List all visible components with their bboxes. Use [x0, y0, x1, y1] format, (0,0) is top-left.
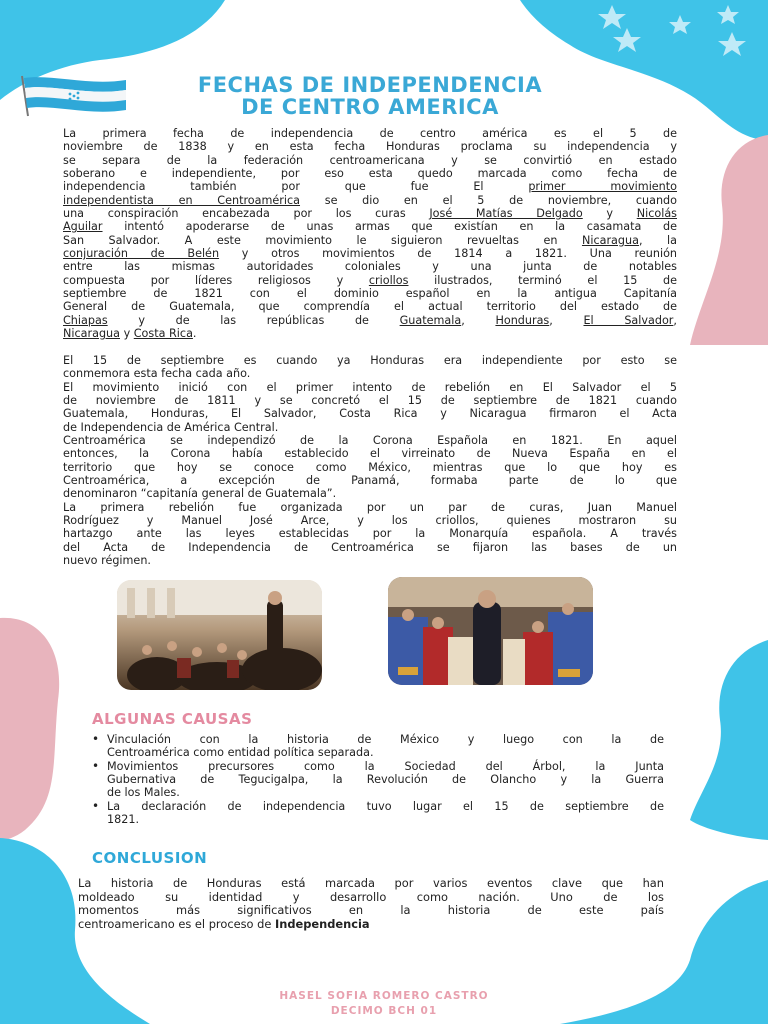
text-line: La historia de Honduras está marcada por varios eventos clave que han: [78, 876, 664, 890]
link-guatemala[interactable]: Guatemala: [399, 313, 462, 327]
title-line-2: DE CENTRO AMERICA: [241, 95, 499, 119]
text-line: hartazgo ante las leyes establecidas por la Monarquía española. A través: [63, 527, 677, 541]
conclusion-paragraph: [78, 877, 664, 931]
text-line: Chiapas y de las repúblicas de Guatemala, Honduras, El Salvador,: [63, 313, 677, 327]
text-line: conmemora esta fecha cada año.: [63, 367, 251, 381]
text-line: compuesta por líderes religiosos y criollos ilustrados, terminó el 15 de: [63, 273, 677, 287]
independence-painting-image: [117, 580, 322, 690]
text-line: Centroamérica, a excepción de Panamá, formaba parte de lo que: [63, 474, 677, 488]
text-line: independencia también por que fue El primer movimiento: [63, 180, 678, 194]
text-line: centroamericano es el proceso de Independencia: [78, 916, 370, 931]
link-primer-movimiento[interactable]: primer movimiento: [528, 180, 678, 194]
conclusion-heading: CONCLUSION: [92, 849, 208, 867]
list-item: • La declaración de independencia tuvo lugar el 15 de septiembre de 1821.: [90, 800, 664, 827]
text-line: del Acta de Independencia de Centroamérica se fijaron las bases de un: [63, 540, 677, 554]
link-nicaragua[interactable]: Nicaragua: [581, 233, 639, 247]
text-line: una conspiración encabezada por los curas José Matías Delgado y Nicolás: [63, 207, 677, 221]
link-criollos[interactable]: criollos: [368, 273, 409, 287]
text-line: entonces, la Corona había establecido el virreinato de Nueva España en el: [63, 447, 677, 461]
page-title: [120, 74, 620, 118]
text-line: denominaron “capitanía general de Guatemala”.: [63, 487, 337, 501]
text-line: momentos más significativos en la historia de este país: [78, 903, 664, 918]
intro-paragraph: [63, 127, 677, 341]
text-line: La primera fecha de independencia de centro américa es el 5 de: [63, 127, 677, 140]
text-line: conjuración de Belén y otros movimientos de 1814 a 1821. Una reunión: [63, 247, 678, 261]
link-chiapas[interactable]: Chiapas: [63, 313, 108, 327]
text-line: independentista en Centroamérica se dio en el 5 de noviembre, cuando: [63, 193, 677, 207]
author-grade: DECIMO BCH 01: [330, 1005, 438, 1017]
link-nicaragua-2[interactable]: Nicaragua: [63, 327, 120, 341]
list-item: • Movimientos precursores como la Sociedad del Árbol, la Junta Gubernativa de Tegucigalpa, la Revolución de Olancho y la Guerra de los Males.: [90, 760, 664, 800]
text-line: General de Guatemala, que comprendía el actual territorio del estado de: [63, 300, 677, 314]
text-line: de noviembre de 1811 y se concretó el 15 de septiembre de 1821 cuando: [63, 394, 677, 408]
author-name: HASEL SOFIA ROMERO CASTRO: [279, 990, 489, 1002]
text-line: San Salvador. A este movimiento le siguieron revueltas en Nicaragua, la: [63, 233, 677, 247]
text-line: territorio que hoy se conoce como México, mientras que lo que hoy es: [63, 460, 677, 474]
link-aguilar[interactable]: Aguilar: [63, 220, 103, 234]
link-costa-rica[interactable]: Costa Rica: [133, 327, 193, 341]
link-nicolas-aguilar[interactable]: Nicolás: [636, 207, 677, 221]
causas-list: [90, 733, 664, 826]
text-line: Guatemala, Honduras, El Salvador, Costa Rica y Nicaragua firmaron el Acta: [63, 407, 677, 421]
causas-heading: ALGUNAS CAUSAS: [92, 710, 253, 728]
title-line-1: FECHAS DE INDEPENDENCIA: [197, 73, 543, 97]
text-line: La primera rebelión fue organizada por un par de curas, Juan Manuel: [63, 500, 677, 514]
body-paragraph: [63, 354, 677, 568]
text-line: El movimiento inició con el primer intento de rebelión en El Salvador el 5: [63, 380, 677, 394]
independence-mural-image: [388, 577, 593, 685]
text-line: El 15 de septiembre es cuando ya Honduras era independiente por esto se: [63, 354, 677, 367]
link-honduras[interactable]: Honduras: [495, 313, 550, 327]
text-line: entre las mismas autoridades coloniales y una junta de notables: [63, 260, 677, 274]
text-line: Centroamérica se independizó de la Corona Española en 1821. En aquel: [63, 434, 677, 448]
text-line: se separa de la federación centroamericana y se convirtió en estado: [63, 153, 677, 167]
text-line: nuevo régimen.: [63, 554, 151, 568]
text-line: noviembre de 1838 y en esta fecha Honduras proclama su independencia y: [63, 140, 677, 154]
link-el-salvador[interactable]: El Salvador: [583, 313, 674, 327]
text-line: Aguilar intentó apoderarse de unas armas que existían en la casamata de: [63, 220, 678, 234]
link-conjuracion-belen[interactable]: conjuración de Belén: [63, 247, 220, 261]
honduras-flag-icon: [18, 72, 130, 118]
text-line: Rodríguez y Manuel José Arce, y los criollos, quienes mostraron su: [63, 514, 677, 528]
text-line: septiembre de 1821 con el dominio español en la antigua Capitanía: [63, 287, 677, 301]
link-jose-matias-delgado[interactable]: José Matías Delgado: [429, 207, 583, 221]
link-independentista[interactable]: independentista en Centroamérica: [63, 193, 301, 207]
text-line: Nicaragua y Costa Rica.: [63, 327, 197, 341]
text-line: soberano e independiente, por eso esta quedo marcada como fecha de: [63, 167, 677, 181]
text-line: moldeado su identidad y desarrollo como nación. Uno de los: [78, 889, 664, 904]
list-item: • Vinculación con la historia de México y luego con la de Centroamérica como entidad política separada.: [90, 733, 664, 760]
text-line: de Independencia de América Central.: [63, 420, 279, 434]
